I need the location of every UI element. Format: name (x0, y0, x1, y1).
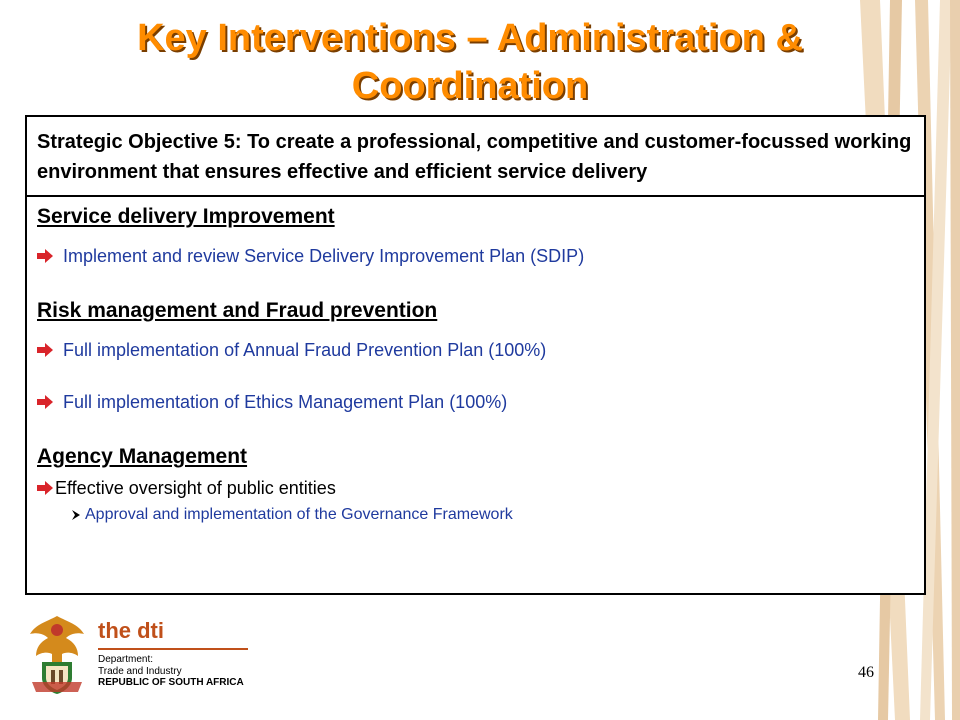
triangle-bullet-icon (71, 510, 81, 520)
red-arrow-icon (37, 395, 53, 409)
title-line-1: Key Interventions – Administration & (137, 17, 803, 59)
dti-department-label: Department: (98, 654, 154, 665)
dti-department-name: Trade and Industry (98, 666, 182, 677)
content-box (25, 115, 926, 595)
dti-name: the dti (98, 618, 164, 643)
strategic-objective: Strategic Objective 5: To create a professional, competitive and customer-focussed working environment that ensures effective and efficient service delivery (27, 117, 924, 197)
slide-title (40, 14, 900, 110)
list-item (37, 477, 914, 499)
section-heading-agency-management: Agency Management (37, 445, 248, 468)
title-line-2: Coordination (351, 65, 589, 107)
section-heading-service-delivery: Service delivery Improvement (37, 205, 335, 228)
red-arrow-icon (37, 481, 53, 495)
dti-country: REPUBLIC OF SOUTH AFRICA (98, 677, 244, 688)
section-heading-risk-management: Risk management and Fraud prevention (37, 299, 438, 322)
red-arrow-icon (37, 343, 53, 357)
list-item (37, 391, 914, 413)
list-item-text: Implement and review Service Delivery Improvement Plan (SDIP) (63, 246, 585, 266)
sub-list-item-text: Approval and implementation of the Governance Framework (85, 506, 513, 523)
list-item (37, 245, 914, 267)
page-number: 46 (858, 664, 874, 681)
list-item-text: Full implementation of Annual Fraud Prevention Plan (100%) (63, 340, 547, 360)
sub-list-item (71, 505, 914, 525)
interventions-content (27, 197, 924, 525)
dti-logo (24, 612, 254, 702)
list-item-text: Full implementation of Ethics Management Plan (100%) (63, 392, 508, 412)
red-arrow-icon (37, 249, 53, 263)
list-item (37, 339, 914, 361)
logo-divider (98, 648, 248, 650)
coat-of-arms-icon (24, 612, 90, 696)
list-item-text: Effective oversight of public entities (55, 478, 336, 498)
